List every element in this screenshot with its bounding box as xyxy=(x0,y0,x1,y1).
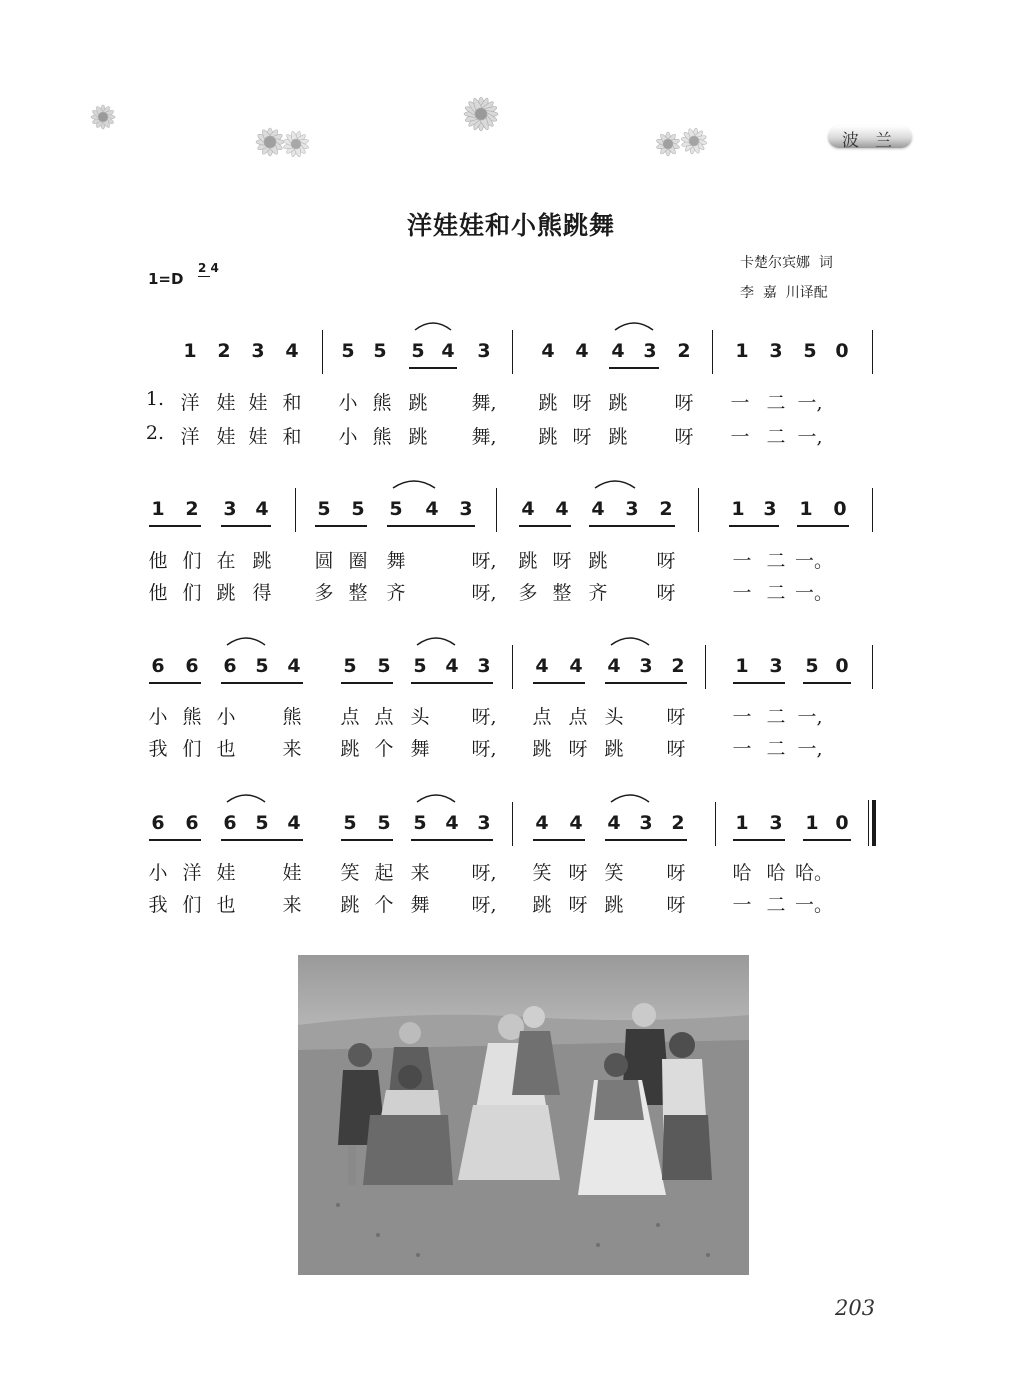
note: 3 xyxy=(477,340,491,362)
bar-line xyxy=(872,330,873,374)
lyric-syllable: 圈 xyxy=(348,550,368,572)
lyric-syllable: 一 xyxy=(730,426,750,448)
lyric-syllable: 和 xyxy=(282,426,302,448)
lyric-syllable: 我 xyxy=(148,894,168,916)
lyric-syllable: 舞, xyxy=(471,426,497,448)
lyric-syllable: 舞 xyxy=(410,894,430,916)
note-beam xyxy=(341,839,393,841)
note: 0 xyxy=(835,812,849,834)
lyric-syllable: 2. xyxy=(145,422,165,444)
note: 5 xyxy=(805,655,819,677)
slur-mark xyxy=(416,790,456,804)
bar-line xyxy=(512,330,513,374)
lyric-syllable: 们 xyxy=(182,550,202,572)
note: 5 xyxy=(389,498,403,520)
lyric-syllable: 洋 xyxy=(182,862,202,884)
lyric-syllable: 一 xyxy=(732,706,752,728)
lyric-syllable: 娃 xyxy=(248,426,268,448)
slur-mark xyxy=(226,790,266,804)
time-signature-bottom: 4 xyxy=(210,261,219,275)
note-beam xyxy=(609,367,659,369)
note: 3 xyxy=(251,340,265,362)
lyric-syllable: 小 xyxy=(148,862,168,884)
bar-line xyxy=(295,488,296,532)
key-signature: 1=D xyxy=(148,270,184,288)
lyric-syllable: 一 xyxy=(732,582,752,604)
lyric-syllable: 在 xyxy=(216,550,236,572)
lyric-syllable: 呀 xyxy=(656,582,676,604)
note-beam xyxy=(533,839,585,841)
lyric-syllable: 呀, xyxy=(471,862,497,884)
lyric-syllable: 舞, xyxy=(471,392,497,414)
lyric-syllable: 我 xyxy=(148,738,168,760)
lyric-syllable: 一 xyxy=(732,550,752,572)
lyric-syllable: 跳 xyxy=(608,392,628,414)
lyric-syllable: 1. xyxy=(145,388,165,410)
note: 6 xyxy=(223,812,237,834)
note: 1 xyxy=(735,812,749,834)
note: 5 xyxy=(413,812,427,834)
note: 3 xyxy=(477,655,491,677)
song-title: 洋娃娃和小熊跳舞 xyxy=(406,211,615,240)
note: 3 xyxy=(769,340,783,362)
lyric-syllable: 二 xyxy=(766,582,786,604)
lyric-syllable: 呀 xyxy=(666,862,686,884)
note: 2 xyxy=(671,812,685,834)
translator-credit: 李 嘉 川译配 xyxy=(740,285,828,301)
lyric-syllable: 来 xyxy=(282,738,302,760)
lyric-syllable: 笑 xyxy=(340,862,360,884)
lyric-syllable: 呀, xyxy=(471,582,497,604)
note: 5 xyxy=(803,340,817,362)
note: 5 xyxy=(351,498,365,520)
lyric-syllable: 跳 xyxy=(532,738,552,760)
lyric-syllable: 熊 xyxy=(372,426,392,448)
lyric-syllable: 头 xyxy=(410,706,430,728)
note: 3 xyxy=(763,498,777,520)
lyric-syllable: 来 xyxy=(410,862,430,884)
slur-mark xyxy=(610,633,650,647)
note-beam xyxy=(221,839,303,841)
lyric-syllable: 二 xyxy=(766,392,786,414)
bar-line xyxy=(872,488,873,532)
lyric-syllable: 呀, xyxy=(471,706,497,728)
note: 2 xyxy=(217,340,231,362)
lyric-syllable: 娃 xyxy=(216,862,236,884)
country-tab xyxy=(828,126,912,151)
flower-decoration-icon xyxy=(456,94,506,134)
note: 1 xyxy=(735,340,749,362)
lyric-syllable: 跳 xyxy=(604,894,624,916)
lyric-syllable: 洋 xyxy=(180,426,200,448)
lyric-syllable: 呀 xyxy=(572,426,592,448)
lyric-syllable: 娃 xyxy=(216,392,236,414)
lyric-syllable: 跳 xyxy=(408,426,428,448)
lyric-syllable: 呀, xyxy=(471,738,497,760)
lyric-syllable: 一。 xyxy=(795,582,834,604)
note: 6 xyxy=(223,655,237,677)
lyric-syllable: 跳 xyxy=(216,582,236,604)
note: 3 xyxy=(769,655,783,677)
lyric-syllable: 一 xyxy=(730,392,750,414)
note: 4 xyxy=(569,655,583,677)
lyric-syllable: 呀 xyxy=(572,392,592,414)
lyric-syllable: 齐 xyxy=(588,582,608,604)
note: 4 xyxy=(611,340,625,362)
note: 5 xyxy=(377,812,391,834)
note-beam xyxy=(533,682,585,684)
note-beam xyxy=(149,839,201,841)
lyric-syllable: 整 xyxy=(348,582,368,604)
note: 3 xyxy=(477,812,491,834)
note: 3 xyxy=(459,498,473,520)
note: 4 xyxy=(569,812,583,834)
note: 5 xyxy=(255,655,269,677)
note: 1 xyxy=(799,498,813,520)
lyric-syllable: 跳 xyxy=(608,426,628,448)
lyric-syllable: 一 xyxy=(732,738,752,760)
note: 4 xyxy=(287,655,301,677)
note: 4 xyxy=(287,812,301,834)
note-beam xyxy=(589,525,675,527)
lyric-syllable: 多 xyxy=(518,582,538,604)
note: 4 xyxy=(555,498,569,520)
time-signature xyxy=(198,262,219,275)
flower-decoration-icon xyxy=(252,122,316,162)
lyric-syllable: 跳 xyxy=(518,550,538,572)
note: 4 xyxy=(445,655,459,677)
slur-mark xyxy=(610,790,650,804)
lyric-syllable: 们 xyxy=(182,582,202,604)
lyric-syllable: 熊 xyxy=(182,706,202,728)
note: 0 xyxy=(835,340,849,362)
lyric-syllable: 二 xyxy=(766,738,786,760)
note: 0 xyxy=(833,498,847,520)
note: 6 xyxy=(151,812,165,834)
note: 5 xyxy=(373,340,387,362)
note-beam xyxy=(315,525,367,527)
note: 2 xyxy=(677,340,691,362)
note-beam xyxy=(149,682,201,684)
country-label: 波兰 xyxy=(842,131,908,151)
lyric-syllable: 呀 xyxy=(666,894,686,916)
note: 4 xyxy=(521,498,535,520)
lyric-syllable: 他 xyxy=(148,550,168,572)
bar-line xyxy=(872,645,873,689)
time-signature-top: 2 xyxy=(198,261,207,275)
note-beam xyxy=(409,367,457,369)
note: 1 xyxy=(735,655,749,677)
lyric-syllable: 点 xyxy=(340,706,360,728)
note: 4 xyxy=(441,340,455,362)
lyric-syllable: 跳 xyxy=(588,550,608,572)
note-beam xyxy=(221,525,271,527)
note: 4 xyxy=(425,498,439,520)
note: 4 xyxy=(535,812,549,834)
lyric-syllable: 小 xyxy=(148,706,168,728)
final-bar-line xyxy=(868,800,869,846)
lyric-syllable: 呀 xyxy=(568,738,588,760)
note: 5 xyxy=(343,812,357,834)
lyric-syllable: 跳 xyxy=(538,392,558,414)
note: 3 xyxy=(625,498,639,520)
note-beam xyxy=(803,839,851,841)
note: 4 xyxy=(535,655,549,677)
lyric-syllable: 跳 xyxy=(604,738,624,760)
final-bar-line xyxy=(872,800,876,846)
note-beam xyxy=(605,839,687,841)
note-beam xyxy=(221,682,303,684)
slur-mark xyxy=(614,318,654,332)
bar-line xyxy=(712,330,713,374)
lyric-syllable: 笑 xyxy=(532,862,552,884)
note: 5 xyxy=(343,655,357,677)
lyric-syllable: 一, xyxy=(797,392,823,414)
lyric-syllable: 整 xyxy=(552,582,572,604)
flower-decoration-icon xyxy=(652,124,714,160)
lyric-syllable: 小 xyxy=(216,706,236,728)
lyric-syllable: 起 xyxy=(374,862,394,884)
lyric-syllable: 笑 xyxy=(604,862,624,884)
note: 0 xyxy=(835,655,849,677)
lyric-syllable: 跳 xyxy=(538,426,558,448)
lyric-syllable: 呀 xyxy=(674,392,694,414)
note: 4 xyxy=(607,655,621,677)
note-beam xyxy=(797,525,849,527)
bar-line xyxy=(496,488,497,532)
slur-mark xyxy=(226,633,266,647)
note: 5 xyxy=(341,340,355,362)
note: 4 xyxy=(541,340,555,362)
note: 3 xyxy=(639,655,653,677)
lyric-syllable: 呀 xyxy=(666,738,686,760)
lyric-syllable: 洋 xyxy=(180,392,200,414)
bar-line xyxy=(512,802,513,846)
lyric-syllable: 舞 xyxy=(410,738,430,760)
lyric-syllable: 一。 xyxy=(795,550,834,572)
bar-line xyxy=(698,488,699,532)
note-beam xyxy=(733,682,785,684)
note: 2 xyxy=(671,655,685,677)
lyric-syllable: 娃 xyxy=(282,862,302,884)
lyric-syllable: 一, xyxy=(797,738,823,760)
note-beam xyxy=(803,682,851,684)
lyric-syllable: 也 xyxy=(216,738,236,760)
note: 6 xyxy=(185,812,199,834)
lyric-syllable: 点 xyxy=(374,706,394,728)
lyric-syllable: 一。 xyxy=(795,894,834,916)
note: 3 xyxy=(223,498,237,520)
note: 4 xyxy=(591,498,605,520)
note: 5 xyxy=(255,812,269,834)
note: 1 xyxy=(151,498,165,520)
flower-decoration-icon xyxy=(86,102,120,132)
slur-mark xyxy=(392,476,436,490)
lyric-syllable: 多 xyxy=(314,582,334,604)
note: 6 xyxy=(185,655,199,677)
lyric-syllable: 个 xyxy=(374,894,394,916)
lyric-syllable: 也 xyxy=(216,894,236,916)
lyric-syllable: 呀 xyxy=(568,862,588,884)
bar-line xyxy=(705,645,706,689)
bar-line xyxy=(715,802,716,846)
lyric-syllable: 点 xyxy=(568,706,588,728)
lyric-syllable: 二 xyxy=(766,894,786,916)
lyric-syllable: 齐 xyxy=(386,582,406,604)
note-beam xyxy=(411,839,493,841)
note: 2 xyxy=(185,498,199,520)
lyric-syllable: 二 xyxy=(766,706,786,728)
bar-line xyxy=(322,330,323,374)
note-beam xyxy=(341,682,393,684)
lyric-syllable: 呀 xyxy=(656,550,676,572)
page-number: 203 xyxy=(835,1296,876,1320)
note: 3 xyxy=(639,812,653,834)
lyric-syllable: 熊 xyxy=(282,706,302,728)
note-beam xyxy=(519,525,571,527)
lyric-syllable: 个 xyxy=(374,738,394,760)
lyric-syllable: 来 xyxy=(282,894,302,916)
lyric-syllable: 舞 xyxy=(386,550,406,572)
note: 5 xyxy=(377,655,391,677)
lyric-syllable: 一, xyxy=(797,706,823,728)
dancing-children-photo xyxy=(298,955,749,1275)
bar-line xyxy=(512,645,513,689)
note: 1 xyxy=(183,340,197,362)
note: 4 xyxy=(285,340,299,362)
slur-mark xyxy=(594,476,636,490)
note-beam xyxy=(387,525,475,527)
lyric-syllable: 呀, xyxy=(471,894,497,916)
lyric-syllable: 呀 xyxy=(552,550,572,572)
note-beam xyxy=(729,525,779,527)
lyric-syllable: 小 xyxy=(338,426,358,448)
lyric-syllable: 跳 xyxy=(340,894,360,916)
note: 3 xyxy=(769,812,783,834)
lyric-syllable: 点 xyxy=(532,706,552,728)
note: 4 xyxy=(575,340,589,362)
lyric-syllable: 们 xyxy=(182,738,202,760)
lyric-syllable: 哈。 xyxy=(795,862,834,884)
lyric-syllable: 得 xyxy=(252,582,272,604)
lyric-syllable: 他 xyxy=(148,582,168,604)
lyric-syllable: 娃 xyxy=(216,426,236,448)
note: 6 xyxy=(151,655,165,677)
note: 5 xyxy=(317,498,331,520)
note: 5 xyxy=(413,655,427,677)
lyric-syllable: 跳 xyxy=(408,392,428,414)
note-beam xyxy=(411,682,493,684)
slur-mark xyxy=(416,633,456,647)
lyric-syllable: 一 xyxy=(732,894,752,916)
note: 4 xyxy=(445,812,459,834)
lyric-syllable: 跳 xyxy=(532,894,552,916)
note: 4 xyxy=(255,498,269,520)
lyric-syllable: 二 xyxy=(766,426,786,448)
note: 1 xyxy=(731,498,745,520)
lyric-syllable: 们 xyxy=(182,894,202,916)
lyric-syllable: 圆 xyxy=(314,550,334,572)
lyric-syllable: 哈 xyxy=(732,862,752,884)
lyric-syllable: 呀, xyxy=(471,550,497,572)
note: 3 xyxy=(643,340,657,362)
lyric-syllable: 头 xyxy=(604,706,624,728)
lyric-syllable: 跳 xyxy=(340,738,360,760)
lyric-syllable: 呀 xyxy=(568,894,588,916)
lyric-syllable: 跳 xyxy=(252,550,272,572)
lyric-syllable: 呀 xyxy=(666,706,686,728)
lyric-syllable: 呀 xyxy=(674,426,694,448)
lyric-syllable: 二 xyxy=(766,550,786,572)
note: 5 xyxy=(411,340,425,362)
lyric-syllable: 娃 xyxy=(248,392,268,414)
lyric-syllable: 熊 xyxy=(372,392,392,414)
note: 1 xyxy=(805,812,819,834)
lyric-syllable: 小 xyxy=(338,392,358,414)
note: 4 xyxy=(607,812,621,834)
lyric-syllable: 一, xyxy=(797,426,823,448)
lyric-syllable: 和 xyxy=(282,392,302,414)
slur-mark xyxy=(414,318,452,332)
note-beam xyxy=(605,682,687,684)
note: 2 xyxy=(659,498,673,520)
note-beam xyxy=(733,839,785,841)
lyricist-credit: 卡楚尔宾娜 词 xyxy=(740,255,833,271)
lyric-syllable: 哈 xyxy=(766,862,786,884)
note-beam xyxy=(149,525,201,527)
